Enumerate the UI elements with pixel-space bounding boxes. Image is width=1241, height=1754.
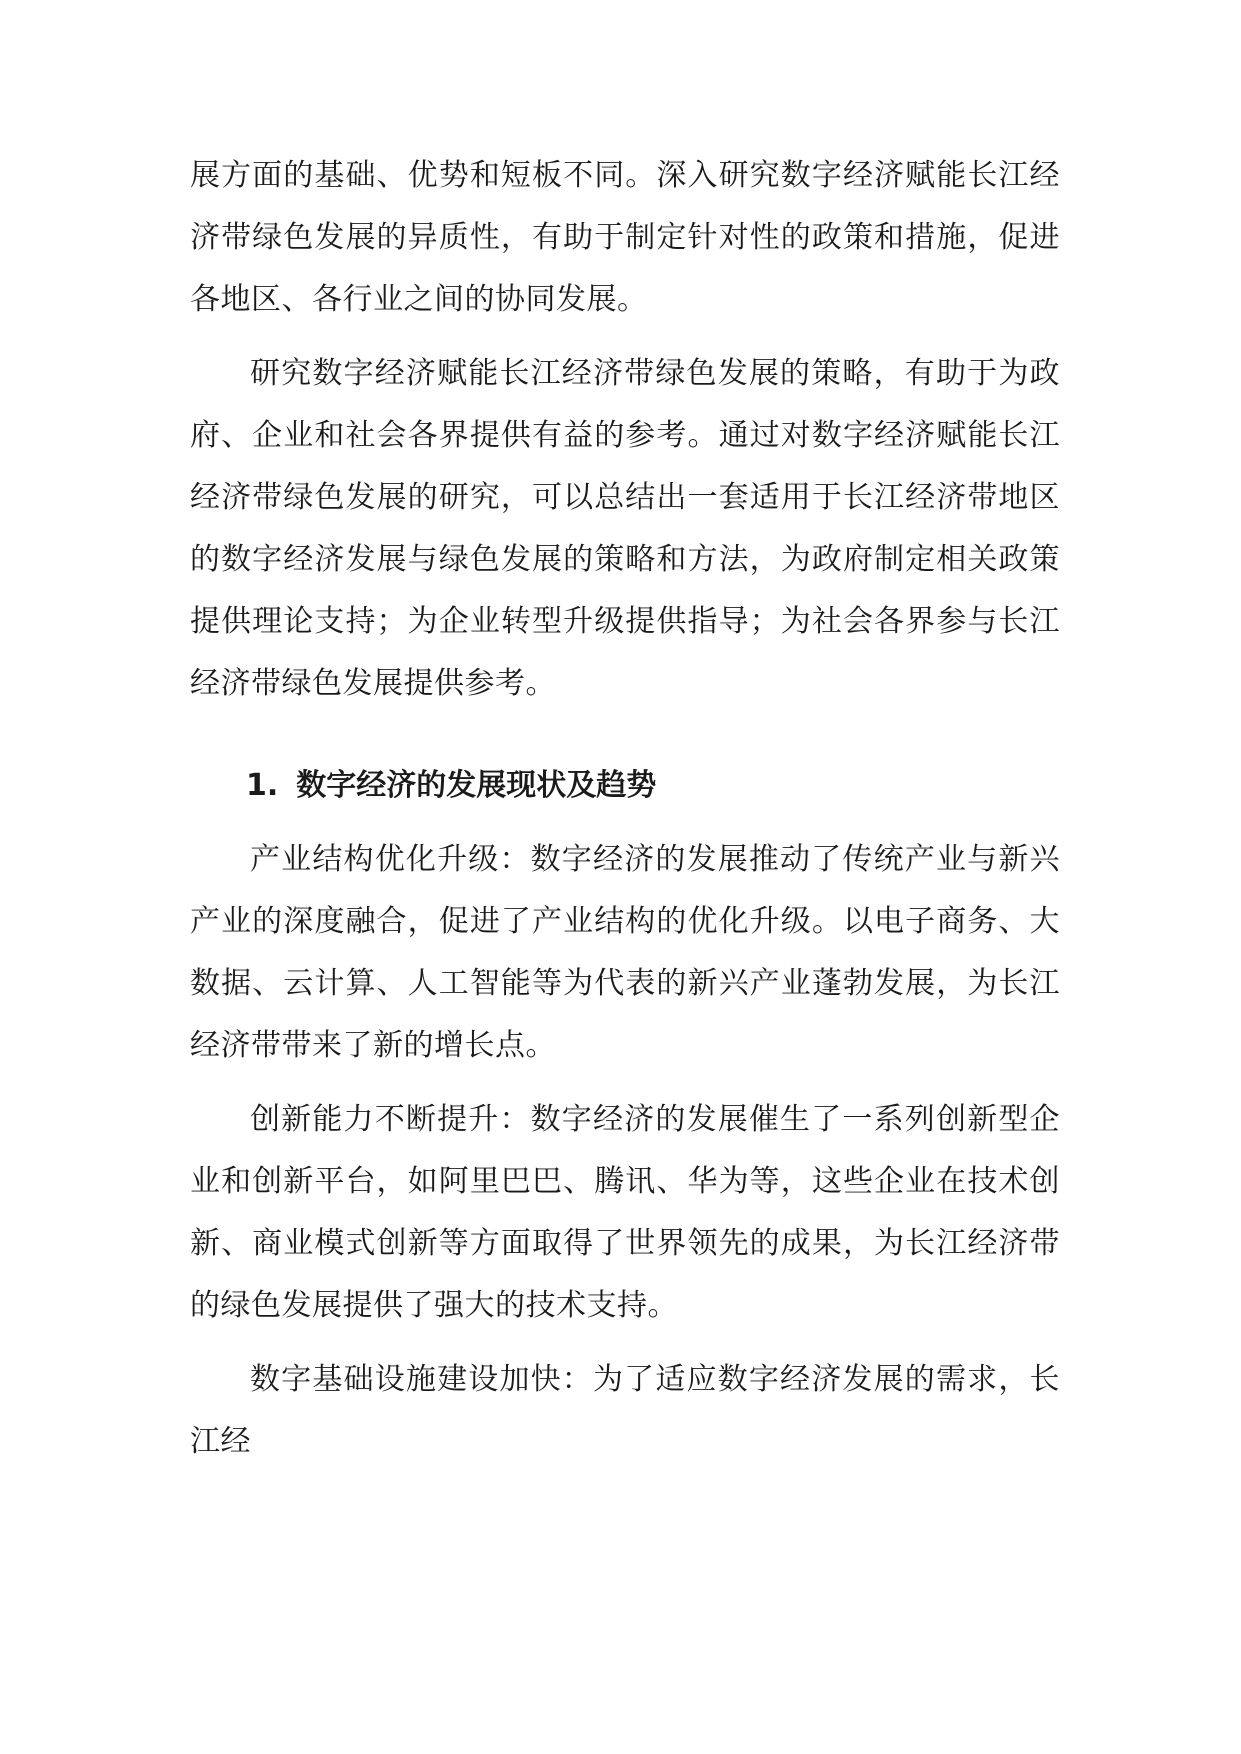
paragraph-innovation: 创新能力不断提升：数字经济的发展催生了一系列创新型企业和创新平台，如阿里巴巴、腾讯、华为等，这些企业在技术创新、商业模式创新等方面取得了世界领先的成果，为长江经济带的绿色发展提供了强大的技术支持。 bbox=[190, 1102, 1060, 1323]
document-body bbox=[190, 145, 1060, 1473]
paragraph-infrastructure: 数字基础设施建设加快：为了适应数字经济发展的需求，长江经 bbox=[190, 1362, 1060, 1459]
section-number: 1. bbox=[246, 768, 279, 803]
section-heading bbox=[190, 755, 1060, 817]
section-title: 数字经济的发展现状及趋势 bbox=[296, 768, 657, 803]
paragraph-research-strategy: 研究数字经济赋能长江经济带绿色发展的策略，有助于为政府、企业和社会各界提供有益的参考。通过对数字经济赋能长江经济带绿色发展的研究，可以总结出一套适用于长江经济带地区的数字经济发展与绿色发展的策略和方法，为政府制定相关政策提供理论支持；为企业转型升级提供指导；为社会各界参与长江经济带绿色发展提供参考。 bbox=[190, 356, 1060, 701]
paragraph-industry-upgrade: 产业结构优化升级：数字经济的发展推动了传统产业与新兴产业的深度融合，促进了产业结构的优化升级。以电子商务、大数据、云计算、人工智能等为代表的新兴产业蓬勃发展，为长江经济带带来了新的增长点。 bbox=[190, 842, 1060, 1063]
paragraph-continued: 展方面的基础、优势和短板不同。深入研究数字经济赋能长江经济带绿色发展的异质性，有助于制定针对性的政策和措施，促进各地区、各行业之间的协同发展。 bbox=[190, 158, 1060, 317]
